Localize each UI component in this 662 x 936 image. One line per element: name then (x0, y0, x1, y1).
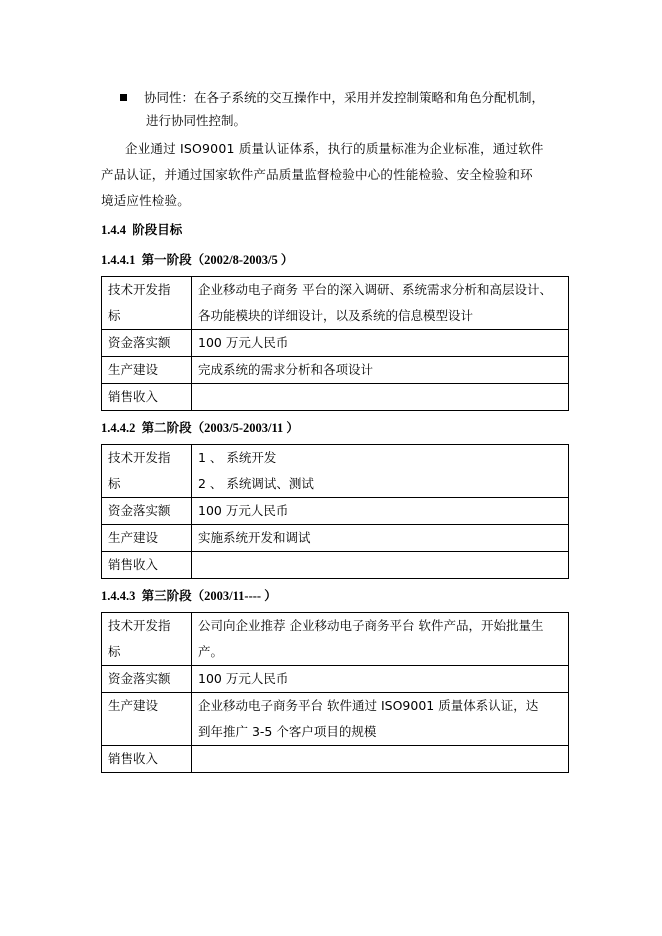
stage-heading-1 (101, 250, 293, 268)
row-label: 生产建设 (102, 693, 192, 746)
row-label: 生产建设 (102, 525, 192, 552)
table-row (102, 613, 569, 666)
row-value: 100 万元人民币 (192, 330, 569, 357)
table-row (102, 746, 569, 773)
row-label (102, 277, 192, 330)
table-row (102, 666, 569, 693)
row-value (192, 277, 569, 330)
table-row (102, 552, 569, 579)
row-value (192, 445, 569, 498)
row-value: 100 万元人民币 (192, 666, 569, 693)
row-value: 完成系统的需求分析和各项设计 (192, 357, 569, 384)
stage-number: 1.4.4.1 (101, 253, 136, 267)
bullet-text-line1: 协同性：在各子系统的交互操作中，采用并发控制策略和角色分配机制， (144, 90, 545, 105)
paragraph-line1: 企业通过 ISO9001 质量认证体系，执行的质量标准为企业标准，通过软件 (125, 141, 544, 156)
table-row (102, 445, 569, 498)
value-line1: 公司向企业推荐 企业移动电子商务平台 软件产品，开始批量生 (198, 618, 544, 633)
stage-title: 第二阶段 (141, 420, 192, 435)
value-line2: 到年推广 3-5 个客户项目的规模 (198, 724, 377, 739)
row-value: 实施系统开发和调试 (192, 525, 569, 552)
table-row (102, 357, 569, 384)
value-line1: 1 、 系统开发 (198, 450, 277, 465)
row-label: 销售收入 (102, 746, 192, 773)
section-title: 阶段目标 (132, 222, 183, 237)
label-line2: 标 (108, 644, 121, 659)
stage-title: 第一阶段 (141, 252, 192, 267)
table-row (102, 384, 569, 411)
row-value (192, 746, 569, 773)
value-line1: 企业移动电子商务平台 软件通过 ISO9001 质量体系认证，达 (198, 698, 539, 713)
row-value: 100 万元人民币 (192, 498, 569, 525)
square-bullet-icon (120, 94, 127, 101)
stage-heading-3 (101, 586, 277, 604)
label-line1: 技术开发指 (108, 618, 171, 633)
row-label (102, 613, 192, 666)
stage-period: （2002/8-2003/5 ） (191, 253, 294, 267)
row-value (192, 384, 569, 411)
label-line2: 标 (108, 476, 121, 491)
value-line2: 产。 (198, 644, 224, 659)
row-label (102, 445, 192, 498)
table-row (102, 525, 569, 552)
section-heading (101, 220, 182, 238)
bullet-item-coordination (122, 86, 582, 132)
row-label: 销售收入 (102, 552, 192, 579)
stage-number: 1.4.4.3 (101, 589, 136, 603)
bullet-text-line2: 进行协同性控制。 (146, 113, 247, 128)
stage-table-2 (101, 444, 569, 579)
value-line2: 2 、 系统调试、测试 (198, 476, 314, 491)
table-row (102, 693, 569, 746)
row-value (192, 613, 569, 666)
stage-title: 第三阶段 (141, 588, 192, 603)
paragraph-line3: 境适应性检验。 (101, 193, 190, 208)
stage-table-1 (101, 276, 569, 411)
stage-table-3 (101, 612, 569, 773)
label-line1: 技术开发指 (108, 282, 171, 297)
stage-number: 1.4.4.2 (101, 421, 136, 435)
label-line1: 技术开发指 (108, 450, 171, 465)
section-number: 1.4.4 (101, 223, 126, 237)
row-label: 资金落实额 (102, 330, 192, 357)
row-label: 资金落实额 (102, 498, 192, 525)
stage-period: （2003/5-2003/11 ） (191, 421, 299, 435)
row-value (192, 693, 569, 746)
value-line2: 各功能模块的详细设计，以及系统的信息模型设计 (198, 308, 474, 323)
table-row (102, 277, 569, 330)
table-row (102, 330, 569, 357)
value-line1: 企业移动电子商务 平台的深入调研、系统需求分析和高层设计、 (198, 282, 552, 297)
certification-paragraph (101, 136, 571, 214)
stage-period: （2003/11---- ） (191, 589, 277, 603)
row-label: 生产建设 (102, 357, 192, 384)
label-line2: 标 (108, 308, 121, 323)
stage-heading-2 (101, 418, 299, 436)
row-value (192, 552, 569, 579)
paragraph-line2: 产品认证，并通过国家软件产品质量监督检验中心的性能检验、安全检验和环 (101, 167, 533, 182)
row-label: 资金落实额 (102, 666, 192, 693)
table-row (102, 498, 569, 525)
row-label: 销售收入 (102, 384, 192, 411)
